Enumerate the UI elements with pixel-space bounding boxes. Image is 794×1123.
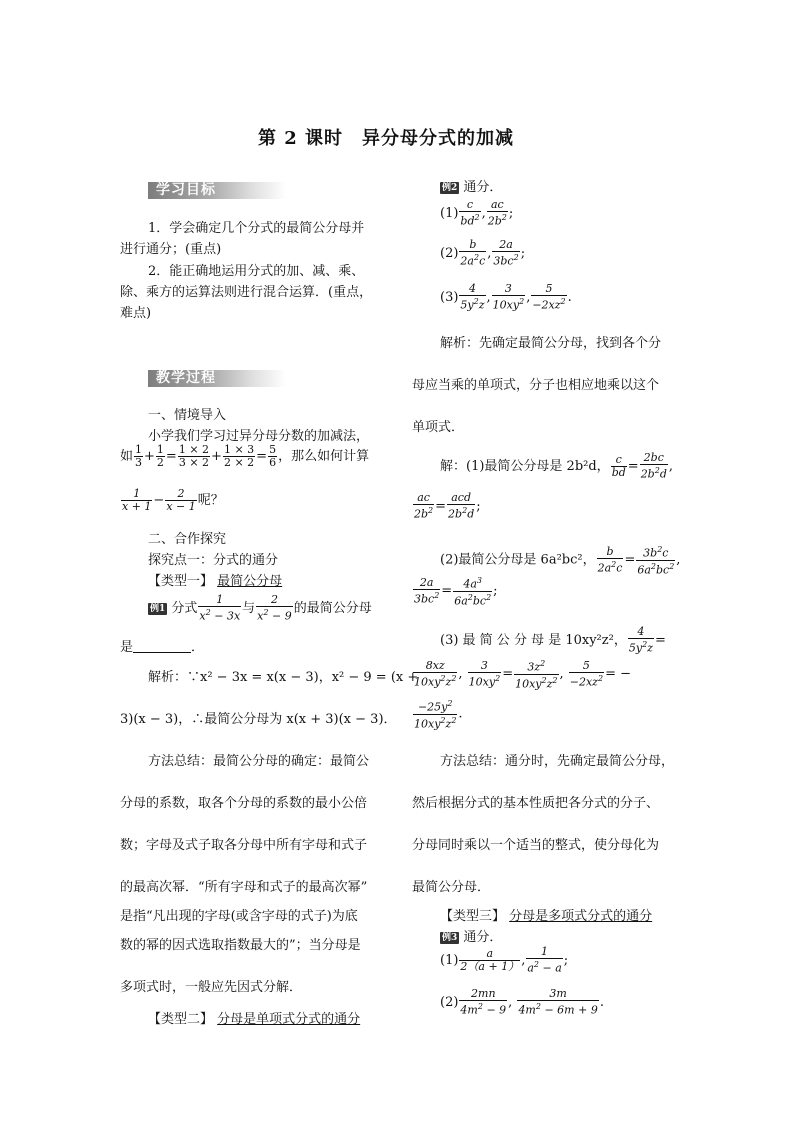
example-2-header [440,176,502,195]
method-1-line-g: 多项式时，一般应先因式分解． [120,980,303,995]
goal-1-line-a: 1．学会确定几个分式的最简公分母并 [148,221,365,236]
explore-point: 探究点一：分式的通分 [148,553,279,568]
type-2-bracket: 【类型二】 [148,1012,214,1027]
example-2-text: 通分． [463,180,503,195]
answer-3-cont: $\frac{8xz}{10xy^2z^2}$ , $\frac{3}{10xy^2}$ = $\frac{3z^2}{10xy^2z^2}$ , $\frac{5}{-2xz^2}$ = − [414,658,631,691]
solution-1-line-b: 3)(x − 3)，∴最简公分母为 x(x + 3)(x − 3)． [120,712,397,727]
method-1-line-f: 数的幂的因式选取指数最大的”；当分母是 [120,938,361,953]
example-3-part-2: (2) $\frac{2mn}{4m^2 - 9}$ , $\frac{3m}{4m^2 - 6m + 9}$ . [440,987,604,1017]
type-1-label [148,570,282,589]
answer-3-last: $\frac{-25y^2}{10xy^2z^2}$ . [414,699,463,731]
example-1: 例1 分式 $\frac{1}{x^2 - 3x}$ 与 $\frac{2}{x^2 - 9}$ 的最简公分母 [150,593,372,623]
example-1-answer-line [120,636,204,655]
answer-3: (3) 最 简 公 分 母 是 10xy²z²， $\frac{4}{5y^2z}$ = [440,625,666,655]
intro-mid: ，那么如何计算 [278,449,370,464]
example-1-text-b: 的最简公分母 [293,600,372,616]
type-2-title: 分母是单项式分式的通分 [217,1012,361,1027]
example-2-part-3: (3) $\frac{4}{5y^2z}$ , $\frac{3}{10xy^2}$ , $\frac{5}{-2xz^2}$ . [440,282,572,312]
example-3-text: 通分． [463,930,503,945]
solution-2-line-b: 母应当乘的单项式，分子也相应地乘以这个 [412,378,660,393]
answer-1-cont: $\frac{ac}{2b^2}$ = acd $2b^2d$ ; [414,491,481,521]
method-2-line-c: 分母同时乘以一个适当的整式，使分母化为 [412,838,660,853]
goal-2-line-b: 除、乘方的运算法则进行混合运算．(重点， [120,285,373,300]
method-1-line-a: 方法总结：最简公分母的确定：最简公 [148,754,370,769]
example-2-part-2: (2) $\frac{b}{2a^2c}$ , $\frac{2a}{3bc^2}$ ; [440,238,526,268]
method-1-line-b: 分母的系数，取各个分母的系数的最小公倍 [120,796,368,811]
type-2-label [148,1008,360,1027]
intro-line-a: 小学我们学习过异分母分数的加减法， [148,429,370,444]
type-3-title: 分母是多项式分式的通分 [509,909,653,924]
goal-2-line-c: 难点) [120,306,152,321]
example-2-badge: 例2 [442,183,458,193]
answer-1: 解：(1)最简公分母是 2b²d， $\frac{c}{bd}$ = $\frac{2bc}{2b^2d}$ , [440,451,674,481]
type-1-title: 最简公分母 [217,574,283,589]
example-1-text-a: 分式 [171,600,198,616]
example-3-header [440,926,502,945]
method-1-line-e: 是指“凡出现的字母(或含字母的式子)为底 [120,909,358,924]
solution-1-line-a: 解析：∵x² − 3x = x(x − 3)，x² − 9 = (x + [148,670,419,685]
method-1-line-c: 数；字母及式子取各分母中所有字母和式子 [120,838,368,853]
example-3-part-1: (1) $\frac{a}{2(a + 1)}$ , $\frac{1}{a^2 - a}$ ; [440,945,569,975]
goal-1-line-b: 进行通分；(重点) [120,242,222,257]
example-1-end: ． [191,640,205,655]
intro-heading: 一、情境导入 [148,408,227,423]
example-2-part-1: (1) $\frac{c}{bd^2}$ , $\frac{ac}{2b^2}$ ; [440,198,514,228]
solution-2-line-a: 解析：先确定最简公分母，找到各个分 [440,336,662,351]
answer-blank[interactable] [133,641,191,653]
goals-heading: 学习目标 [148,182,286,199]
method-2-line-a: 方法总结：通分时，先确定最简公分母， [440,754,675,769]
method-1-line-d: 的最高次幂．“所有字母和式子的最高次幂” [120,880,368,895]
intro-end: 呢？ [197,493,224,508]
solution-2-line-c: 单项式． [412,420,465,435]
page-title: 第 2 课时 异分母分式的加减 [258,128,515,149]
intro-question: $\frac{1}{x + 1}$ − $\frac{2}{x - 1}$ 呢？ [122,487,224,513]
explore-heading: 二、合作探究 [148,532,227,547]
example-1-badge: 例1 [150,603,166,614]
intro-equation: 如 $\frac{1}{3}$ + $\frac{1}{2}$ = $\frac{1 \times 2}{3 \times 2}$ + $\frac{1 \times 3}{2 \times 2}$ = $\frac{5}{6}$ ，那么如何计算 [120,443,370,469]
example-1-text-c: 是 [120,640,134,655]
type-3-label [440,905,652,924]
method-2-line-b: 然后根据分式的基本性质把各分式的分子、 [412,796,660,811]
example-3-badge: 例3 [442,933,458,943]
intro-prefix: 如 [120,449,134,464]
process-heading: 教学过程 [148,370,286,387]
example-1-and: 与 [242,600,256,616]
answer-2-cont: $\frac{2a}{3bc^2}$ = $\frac{4a^3}{6a^2bc^2}$ ; [414,575,498,608]
type-1-bracket: 【类型一】 [148,574,214,589]
answer-2: (2)最简公分母是 6a²bc²， $\frac{b}{2a^2c}$ = $\frac{3b^2c}{6a^2bc^2}$ , [440,544,681,577]
method-2-line-d: 最简公分母． [412,880,491,895]
type-3-bracket: 【类型三】 [440,909,506,924]
goal-2-line-a: 2．能正确地运用分式的加、减、乘、 [148,264,365,279]
